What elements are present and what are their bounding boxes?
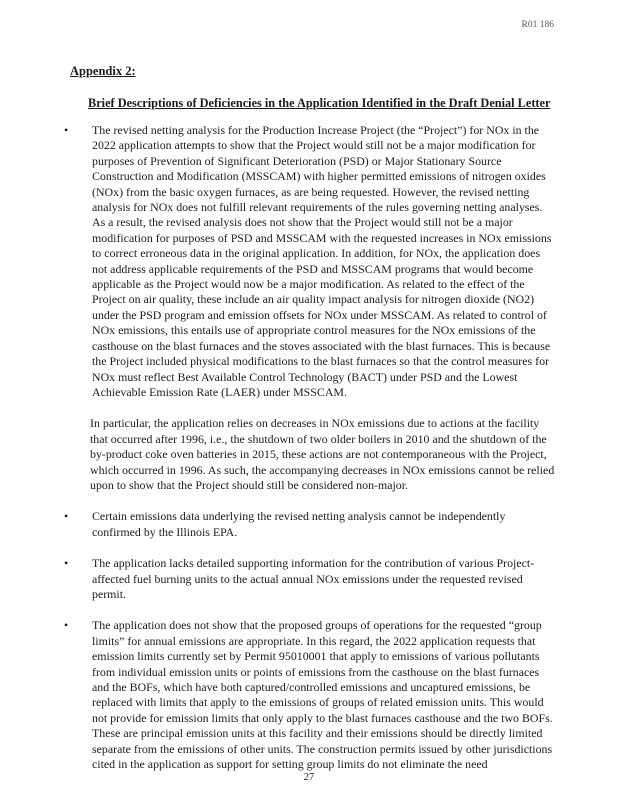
page-number: 27 bbox=[303, 772, 315, 783]
bullet-item-emissions-data bbox=[62, 509, 556, 540]
bullet-item-netting-analysis bbox=[62, 123, 556, 400]
paragraph-contemporaneous: In particular, the application relies on decreases in NOx emissions due to actions at the facility that occurred after 1996, i.e., the shutdown of two older boilers in 2010 and the shutdown of the by-product coke oven batteries in 2015, these actions are not contemporaneous with the Project, which occurred in 1996. As such, the accompanying decreases in NOx emissions cannot be relied upon to show that the Project should still be considered non-major. bbox=[90, 416, 555, 492]
bullet-text: The revised netting analysis for the Production Increase Project (the “Project”) for NOx in the 2022 application attempts to show that the Project would still not be a major modification for purposes of Prevention of Significant Deterioration (PSD) or Major Stationary Source Construction and Modification (MSSCAM) with higher permitted emissions of nitrogen oxides (NOx) from the basic oxygen furnaces, as are being requested. However, the revised netting analysis for NOx does not fulfill relevant requirements of the rules governing netting analyses. As a result, the revised analysis does not show that the Project would still not be a major modification for purposes of PSD and MSSCAM with the requested increases in NOx emissions to correct erroneous data in the original application. In addition, for NOx, the application does not address applicable requirements of the PSD and MSSCAM programs that would become applicable as the Project would now be a major modification. As related to the effect of the Project on air quality, these include an air quality impact analysis for nitrogen dioxide (NO2) under the PSD program and emission offsets for NOx under MSSCAM. As related to control of NOx emissions, this entails use of appropriate control measures for the NOx emissions of the casthouse on the blast furnaces and the stoves associated with the blast furnaces. This is because the Project included physical modifications to the blast furnaces so that the control measures for NOx must reflect Best Available Control Technology (BACT) under PSD and the Lowest Achievable Emission Rate (LAER) under MSSCAM. bbox=[92, 123, 552, 399]
bullet-icon: • bbox=[64, 509, 69, 524]
bullet-text: The application does not show that the proposed groups of operations for the requested “group limits” for annual emissions are appropriate. In this regard, the 2022 application requests that emission limits currently set by Permit 95010001 that apply to emissions of various pollutants from individual emission units or points of emissions from the casthouse on the blast furnaces and the BOFs, which have both captured/controlled emissions and uncaptured emissions, be replaced with limits that apply to the emissions of groups of related emission units. This would not provide for emission limits that only apply to the blast furnaces casthouse and the two BOFs. These are principal emission units at this facility and their emissions should be directly limited separate from the emissions of other units. The construction permits issued by other jurisdictions cited in the application as support for setting group limits do not eliminate the need bbox=[92, 618, 553, 772]
bullet-text: Certain emissions data underlying the revised netting analysis cannot be independently confirmed by the Illinois EPA. bbox=[92, 509, 506, 539]
bullet-text: The application lacks detailed supporting information for the contribution of various Project-affected fuel burning units to the actual annual NOx emissions under the requested revised permit. bbox=[92, 556, 535, 601]
section-heading: Brief Descriptions of Deficiencies in the Application Identified in the Draft Denial Letter bbox=[88, 96, 551, 110]
document-body bbox=[62, 123, 556, 788]
bullet-item-supporting-info bbox=[62, 556, 556, 602]
document-id: R01 186 bbox=[521, 20, 554, 30]
appendix-title: Appendix 2: bbox=[70, 64, 136, 78]
bullet-icon: • bbox=[64, 618, 69, 633]
bullet-item-group-limits bbox=[62, 618, 556, 772]
bullet-icon: • bbox=[64, 123, 69, 137]
bullet-icon: • bbox=[64, 556, 69, 571]
